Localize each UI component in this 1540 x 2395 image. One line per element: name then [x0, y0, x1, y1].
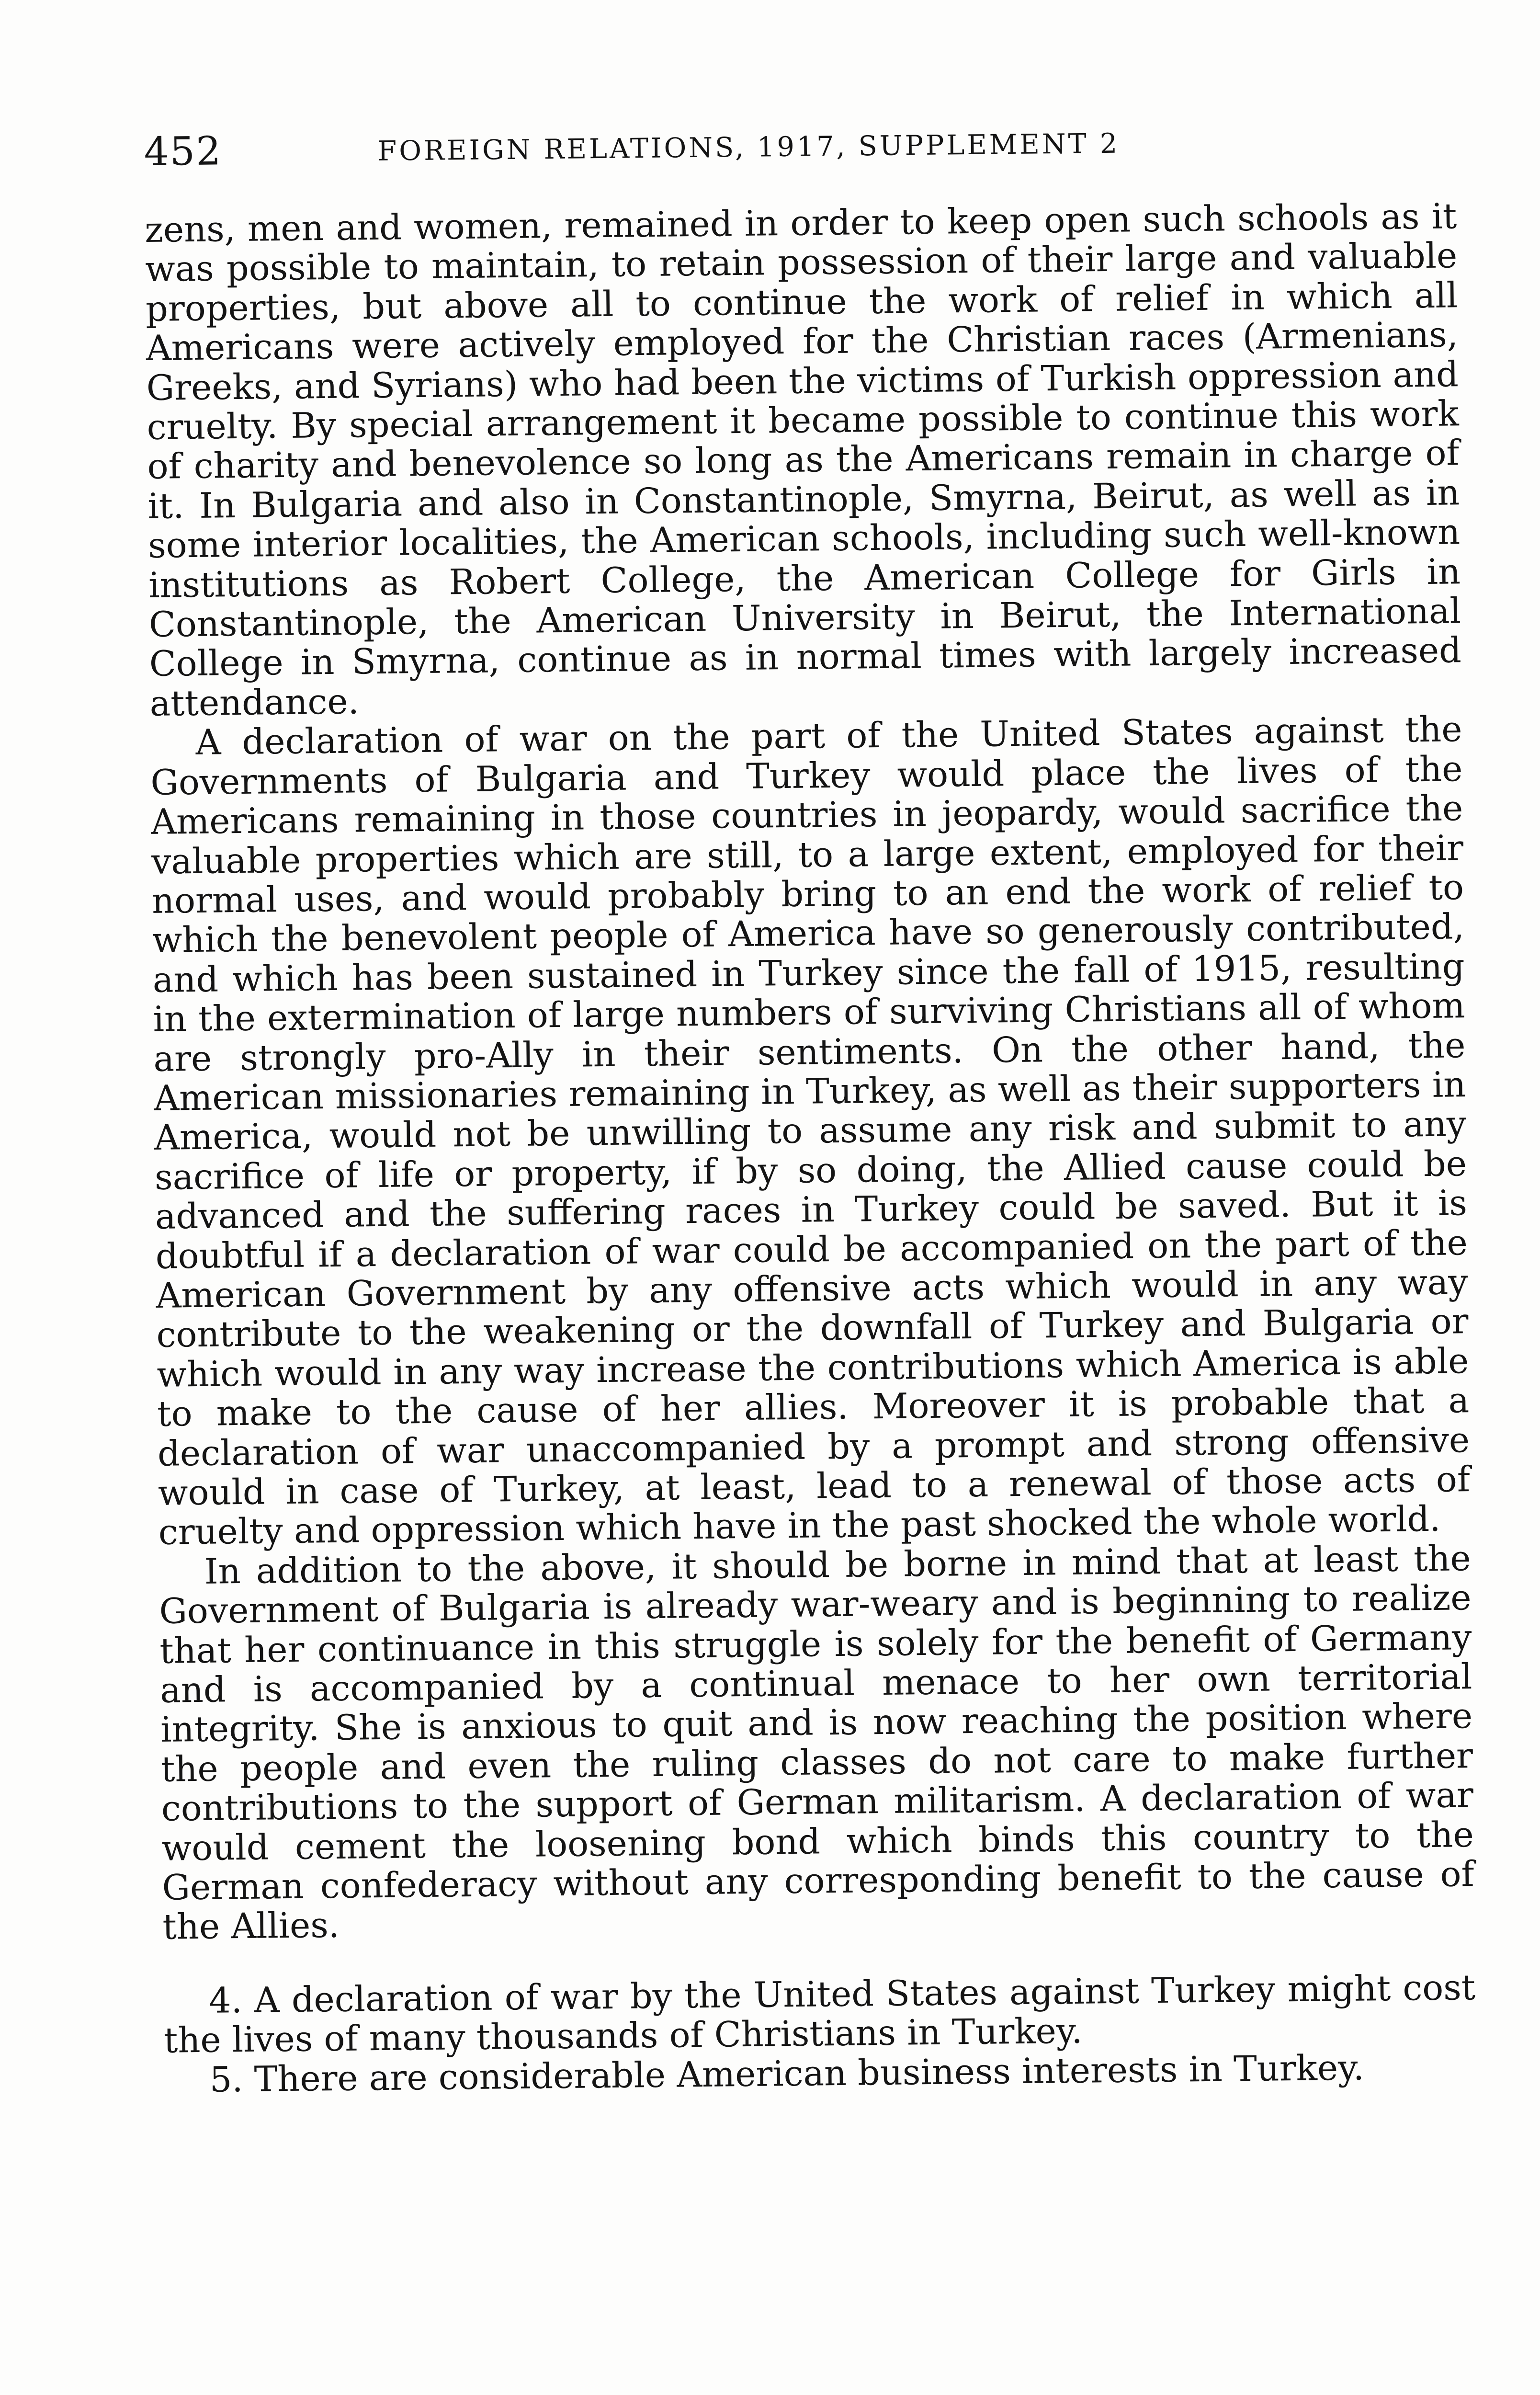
- page-content: [144, 106, 1476, 2100]
- paragraph-declaration-of-war: A declaration of war on the part of the United States against the Governments of Bulgaria and Turkey would place the lives of the Americans remaining in those countries in jeopardy, would sacrifice the valuable properties which are still, to a large extent, employed for their normal uses, and would probably bring to an end the work of relief to which the benevolent people of America have so generously contributed, and which has been sustained in Turkey since the fall of 1915, resulting in the extermination of large numbers of surviving Christians all of whom are strongly pro-Ally in their sentiments. On the other hand, the American missionaries remaining in Turkey, as well as their supporters in America, would not be unwilling to assume any risk and submit to any sacrifice of life or property, if by so doing, the Allied cause could be advanced and the suffering races in Turkey could be saved. But it is doubtful if a declaration of war could be accompanied on the part of the American Government by any offensive acts which would in any way contribute to the weakening or the downfall of Turkey and Bulgaria or which would in any way increase the contributions which America is able to make to the cause of her allies. Moreover it is probable that a declaration of war unaccompanied by a prompt and strong offensive would in case of Turkey, at least, lead to a renewal of those acts of cruelty and oppression which have in the past shocked the whole world.: [150, 709, 1471, 1553]
- page-number: 452: [144, 128, 222, 175]
- paragraph-bulgaria-war-weary: In addition to the above, it should be borne in mind that at least the Government of Bulgaria is already war-weary and is beginning to realize that her continuance in this struggle is solely for the benefit of Germany and is accompanied by a continual menace to her own territorial integrity. She is anxious to quit and is now reaching the position where the people and even the ruling classes do not care to make further contributions to the support of German militarism. A declaration of war would cement the loosening bond which binds this country to the German confederacy without any corresponding benefit to the cause of the Allies.: [159, 1538, 1474, 1948]
- numbered-point-5: 5. There are considerable American business interests in Turkey.: [209, 2047, 1365, 2100]
- body-text: [145, 197, 1476, 2100]
- paragraph-continued: zens, men and women, remained in order to keep open such schools as it was possible to maintain, to retain possession of their large and valuable properties, but above all to continue the work of relief in which all Americans were actively employed for the Christian races (Armenians, Greeks, and Syrians) who had been the victims of Turkish oppression and cruelty. By special arrangement it became possible to continue this work of charity and benevolence so long as the Americans remain in charge of it. In Bulgaria and also in Constantinople, Smyrna, Beirut, as well as in some interior localities, the American schools, including such well-known institutions as Robert College, the American College for Girls in Constantinople, the American University in Beirut, the International College in Smyrna, continue as in normal times with largely increased attendance.: [144, 196, 1462, 724]
- numbered-point-4: 4. A declaration of war by the United States against Turkey might cost the lives of many thousands of Christians in Turkey.: [163, 1967, 1476, 2062]
- running-title: FOREIGN RELATIONS, 1917, SUPPLEMENT 2: [377, 127, 1120, 167]
- page-header: [144, 106, 1456, 177]
